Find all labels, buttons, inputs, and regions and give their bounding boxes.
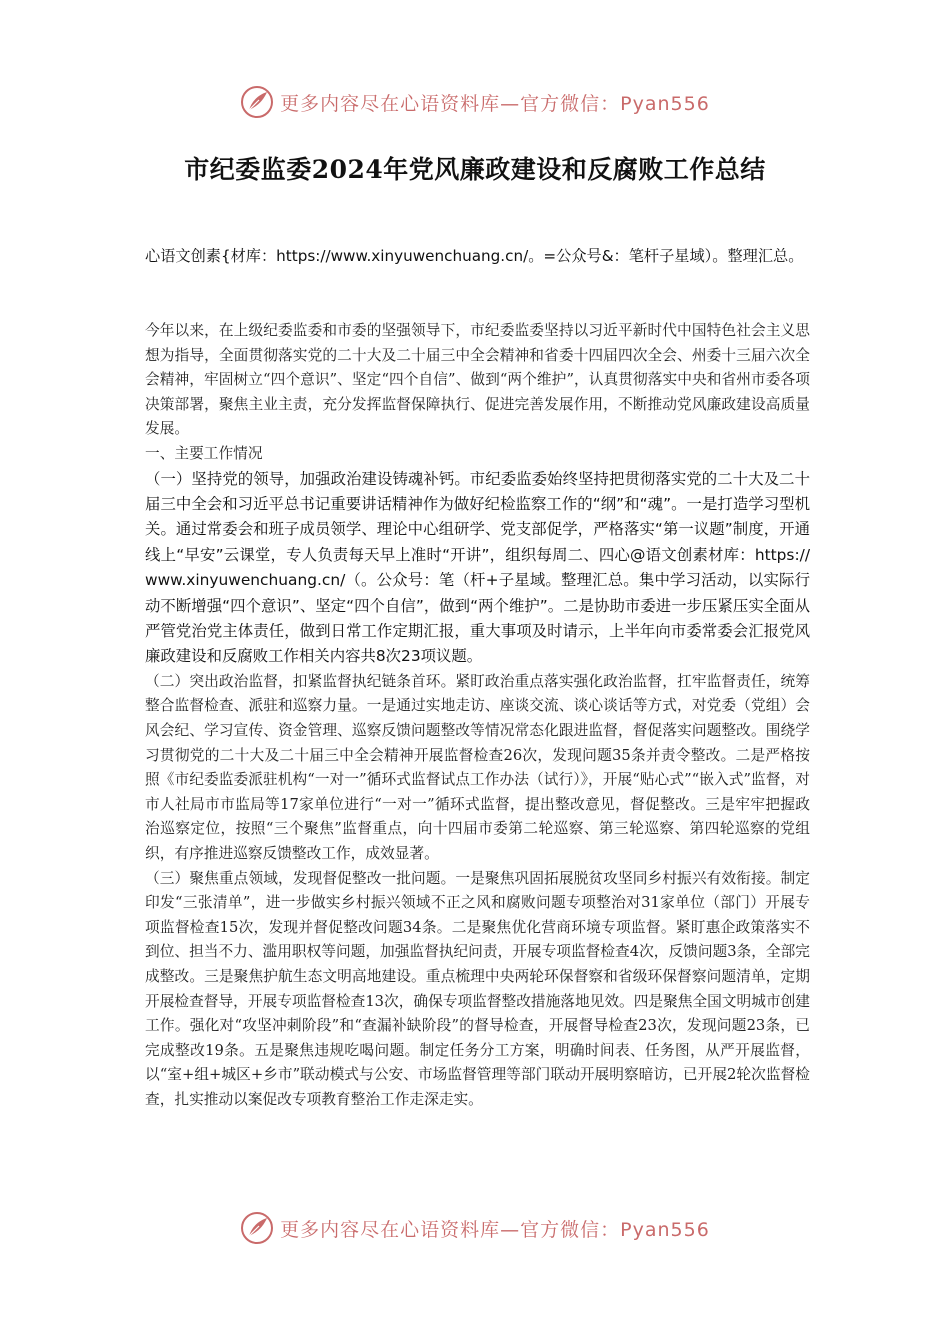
footer-watermark-banner (0, 1206, 950, 1250)
document-body (145, 319, 810, 1113)
body-paragraph: （三）聚焦重点领域，发现督促整改一批问题。一是聚焦巩固拓展脱贫攻坚同乡村振兴有效衔接。制定印发“三张清单”，进一步做实乡村振兴领域不正之风和腐败问题专项整治对31家单位（部门）开展专项监督检查15次，发现并督促整改问题34条。二是聚焦优化营商环境专项监督。紧盯惠企政策落实不到位、担当不力、滥用职权等问题，加强监督执纪问责，开展专项监督检查4次，反馈问题3条，全部完成整改。三是聚焦护航生态文明高地建设。重点梳理中央两轮环保督察和省级环保督察问题清单，定期开展检查督导，开展专项监督检查13次，确保专项监督整改措施落地见效。四是聚焦全国文明城市创建工作。强化对“攻坚冲刺阶段”和“查漏补缺阶段”的督导检查，开展督导检查23次，发现问题23条，已完成整改19条。五是聚焦违规吃喝问题。制定任务分工方案，明确时间表、任务图，从严开展监督，以“室+组+城区+乡市”联动模式与公安、市场监督管理等部门联动开展明察暗访，已开展2轮次监督检查，扎实推动以案促改专项教育整治工作走深走实。 (145, 869, 810, 1108)
banner-text: 更多内容尽在心语资料库—官方微信：Pyan556 (280, 1218, 710, 1241)
body-paragraph: （一）坚持党的领导，加强政治建设铸魂补钙。市纪委监委始终坚持把贯彻落实党的二十大及二十届三中全会和习近平总书记重要讲话精神作为做好纪检监察工作的“纲”和“魂”。一是打造学习型机关。通过常委会和班子成员领学、理论中心组研学、党支部促学，严格落实“第一议题”制度，开通线上“早安”云课堂，专人负责每天早上准时“开讲”，组织每周二、四心@语文创素材库：https://www.xinyuwenchuang.cn/（。公众号：笔（杆+子星域。整理汇总。集中学习活动，以实际行动不断增强“四个意识”、坚定“四个自信”，做到“两个维护”。二是协助市委进一步压紧压实全面从严管党治党主体责任，做到日常工作定期汇报，重大事项及时请示，上半年向市委常委会汇报党风廉政建设和反腐败工作相关内容共8次23项议题。 (145, 469, 810, 666)
intro-paragraph: 今年以来，在上级纪委监委和市委的坚强领导下，市纪委监委坚持以习近平新时代中国特色社会主义思想为指导，全面贯彻落实党的二十大及二十届三中全会精神和省委十四届四次全会、州委十三届六次全会精神，牢固树立“四个意识”、坚定“四个自信”、做到“两个维护”，认真贯彻落实中央和省州市委各项决策部署，聚焦主业主责，充分发挥监督保障执行、促进完善发展作用，不断推动党风廉政建设高质量发展。 (145, 322, 810, 438)
document-title: 市纪委监委2024年党风廉政建设和反腐败工作总结 (184, 155, 766, 184)
body-paragraph: （二）突出政治监督，扣紧监督执纪链条首环。紧盯政治重点落实强化政治监督，扛牢监督责任，统筹整合监督检查、派驻和巡察力量。一是通过实地走访、座谈交流、谈心谈话等方式，对党委（党组）会风会纪、学习宣传、资金管理、巡察反馈问题整改等情况常态化跟进监督，督促落实问题整改。围绕学习贯彻党的二十大及二十届三中全会精神开展监督检查26次，发现问题35条并责令整改。二是严格按照《市纪委监委派驻机构“一对一”循环式监督试点工作办法（试行）》，开展“贴心式”“嵌入式”监督，对市人社局市市监局等17家单位进行“一对一”循环式监督，提出整改意见，督促整改。三是牢牢把握政治巡察定位，按照“三个聚焦”监督重点，向十四届市委第二轮巡察、第三轮巡察、第四轮巡察的党组织，有序推进巡察反馈整改工作，成效显著。 (145, 672, 810, 862)
header-watermark-banner (0, 80, 950, 124)
section-heading: 一、主要工作情况 (145, 444, 263, 462)
feather-pen-logo-icon (240, 1211, 274, 1245)
source-note: 心语文创素{材库：https://www.xinyuwenchuang.cn/。=公众号&：笔杆子星域）。整理汇总。 (145, 247, 804, 265)
feather-pen-logo-icon (240, 85, 274, 119)
banner-text: 更多内容尽在心语资料库—官方微信：Pyan556 (280, 92, 710, 115)
